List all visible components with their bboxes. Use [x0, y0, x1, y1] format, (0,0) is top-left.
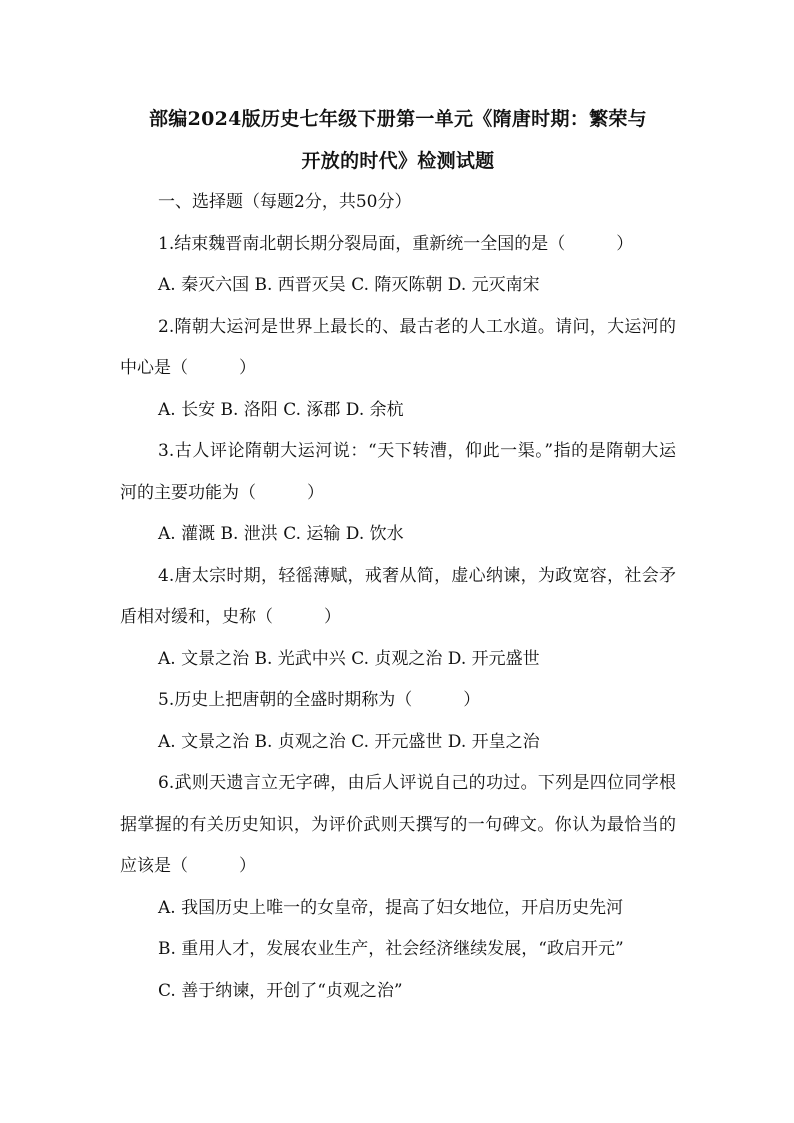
question-5-options: A. 文景之治 B. 贞观之治 C. 开元盛世 D. 开皇之治	[158, 731, 540, 752]
document-title-line-1: 部编2024版历史七年级下册第一单元《隋唐时期：繁荣与	[149, 108, 647, 130]
section-heading: 一、选择题（每题2分，共50分）	[158, 192, 412, 212]
question-4: 4.唐太宗时期，轻徭薄赋，戒奢从简，虚心纳谏，为政宽容，社会矛盾相对缓和，史称（ ）	[120, 565, 676, 627]
document-title-line-2: 开放的时代》检测试题	[301, 150, 495, 172]
question-5: 5.历史上把唐朝的全盛时期称为（ ）	[158, 690, 481, 710]
question-6: 6.武则天遗言立无字碑，由后人评说自己的功过。下列是四位同学根据掌握的有关历史知识，为评价武则天撰写的一句碑文。你认为最恰当的应该是（ ）	[120, 773, 676, 876]
question-6-option-c: C. 善于纳谏，开创了“贞观之治”	[158, 980, 403, 1001]
question-3-options: A. 灌溉 B. 泄洪 C. 运输 D. 饮水	[158, 524, 404, 544]
question-4-options: A. 文景之治 B. 光武中兴 C. 贞观之治 D. 开元盛世	[158, 648, 540, 669]
question-2-options: A. 长安 B. 洛阳 C. 涿郡 D. 余杭	[158, 399, 404, 420]
question-3: 3.古人评论隋朝大运河说：“天下转漕，仰此一渠。”指的是隋朝大运河的主要功能为（ ）	[120, 441, 676, 503]
question-1-options: A. 秦灭六国 B. 西晋灭吴 C. 隋灭陈朝 D. 元灭南宋	[158, 275, 540, 295]
question-6-option-b: B. 重用人才，发展农业生产，社会经济继续发展，“政启开元”	[158, 939, 624, 959]
question-1: 1.结束魏晋南北朝长期分裂局面，重新统一全国的是（ ）	[158, 233, 634, 254]
question-6-option-a: A. 我国历史上唯一的女皇帝，提高了妇女地位，开启历史先河	[158, 897, 624, 918]
question-2: 2.隋朝大运河是世界上最长的、最古老的人工水道。请问，大运河的中心是（ ）	[120, 316, 676, 378]
